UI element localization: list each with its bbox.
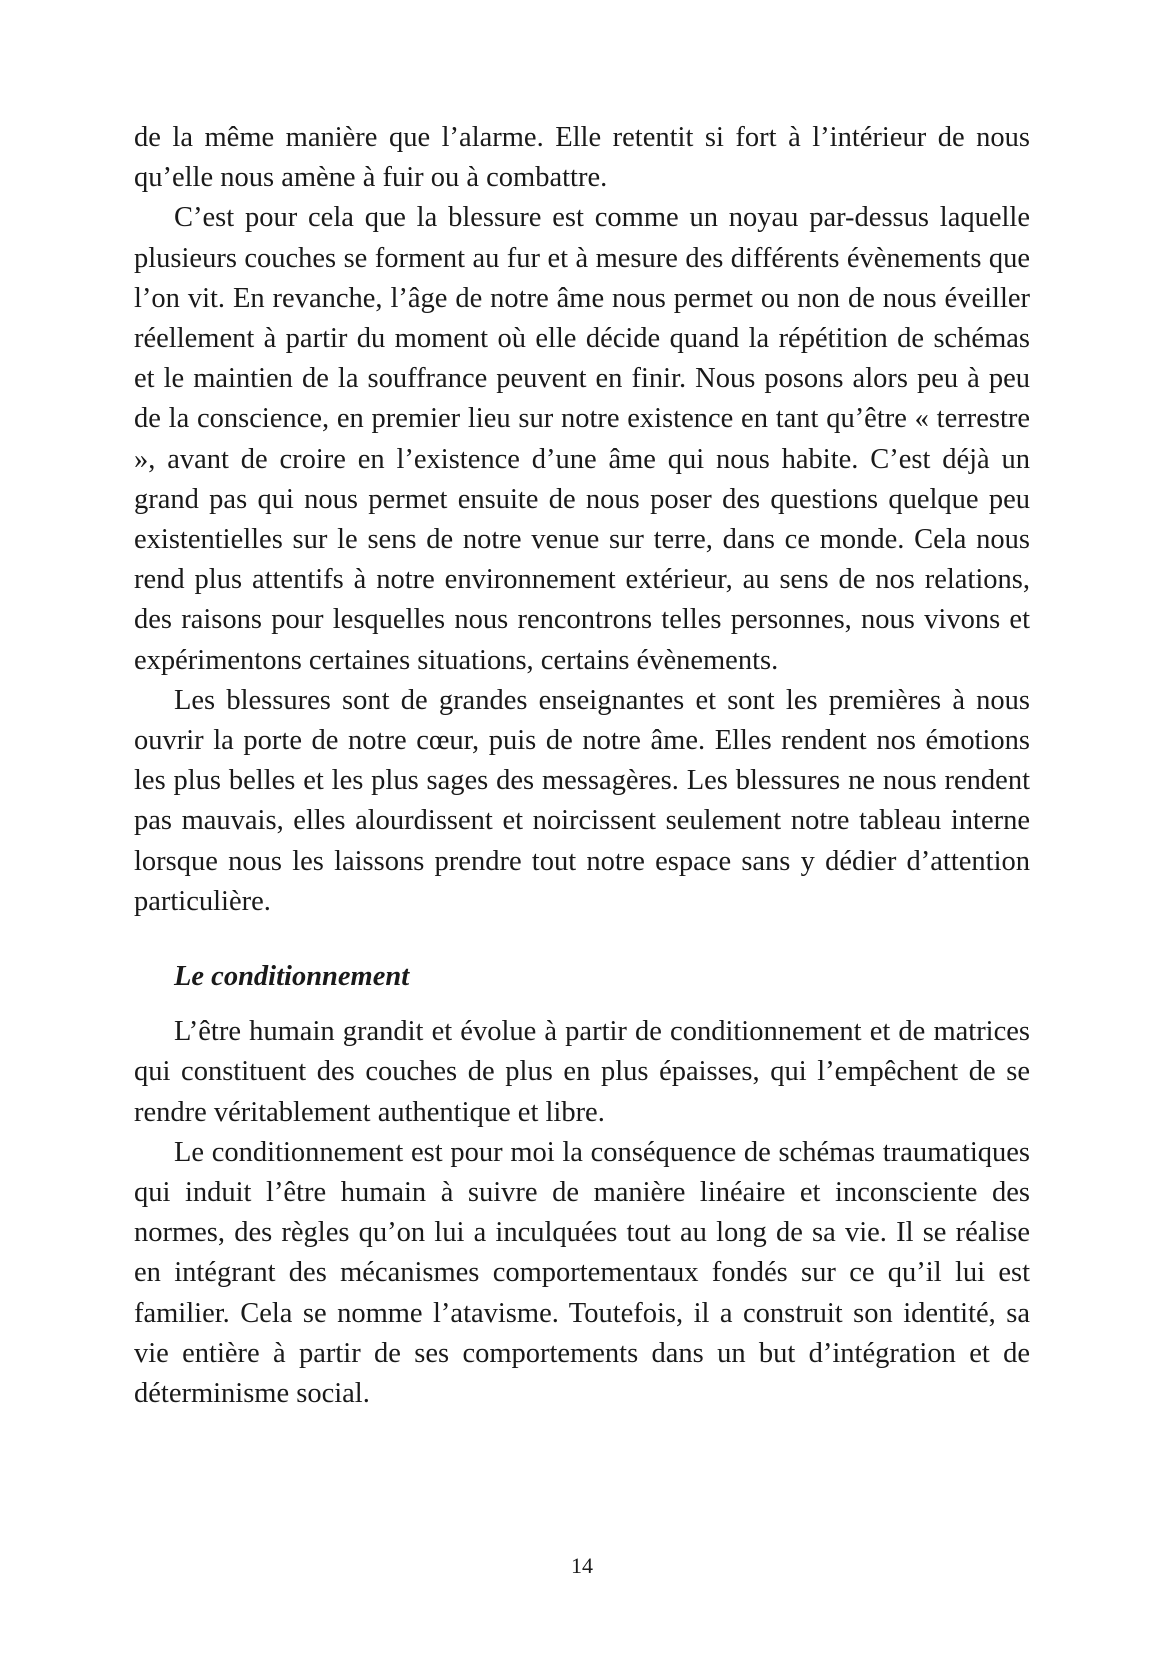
section-heading: Le conditionnement (174, 961, 410, 993)
page-body (134, 118, 1030, 1414)
page-number: 14 (571, 1553, 593, 1578)
paragraph-blessures-enseignantes: Les blessures sont de grandes enseignantes et sont les premières à nous ouvrir la porte de notre cœur, puis de notre âme. Elles rendent nos émotions les plus belles et les plus sages des messagères. Les blessures ne nous rendent pas mauvais, elles alourdissent et noircissent seulement notre tableau interne lorsque nous les laissons prendre tout notre espace sans y dédier d’attention particulière. (134, 684, 1030, 917)
paragraph-continuation: de la même manière que l’alarme. Elle retentit si fort à l’intérieur de nous qu’elle nous amène à fuir ou à combattre. (134, 122, 1030, 194)
paragraph-etre-humain: L’être humain grandit et évolue à partir de conditionnement et de matrices qui constituent des couches de plus en plus épaisses, qui l’empêchent de se rendre véritablement authentique et libre. (134, 1016, 1030, 1128)
paragraph-conditionnement-definition: Le conditionnement est pour moi la conséquence de schémas traumatiques qui induit l’être humain à suivre de manière linéaire et inconsciente des normes, des règles qu’on lui a inculquées tout au long de sa vie. Il se réalise en intégrant des mécanismes comportementaux fondés sur ce qu’il lui est familier. Cela se nomme l’atavisme. Toutefois, il a construit son identité, sa vie entière à partir de ses comportements dans un but d’intégration et de déterminisme social. (134, 1136, 1030, 1410)
paragraph-blessure-noyau: C’est pour cela que la blessure est comme un noyau par-dessus laquelle plusieurs couches se forment au fur et à mesure des différents évènements que l’on vit. En revanche, l’âge de notre âme nous permet ou non de nous éveiller réellement à partir du moment où elle décide quand la répétition de schémas et le maintien de la souffrance peuvent en finir. Nous posons alors peu à peu de la conscience, en premier lieu sur notre existence en tant qu’être « terrestre », avant de croire en l’existence d’une âme qui nous habite. C’est déjà un grand pas qui nous permet ensuite de nous poser des questions quelque peu existentielles sur le sens de notre venue sur terre, dans ce monde. Cela nous rend plus attentifs à notre environnement extérieur, au sens de nos relations, des raisons pour lesquelles nous rencontrons telles personnes, nous vivons et expérimentons certaines situations, certains évènements. (134, 202, 1030, 676)
